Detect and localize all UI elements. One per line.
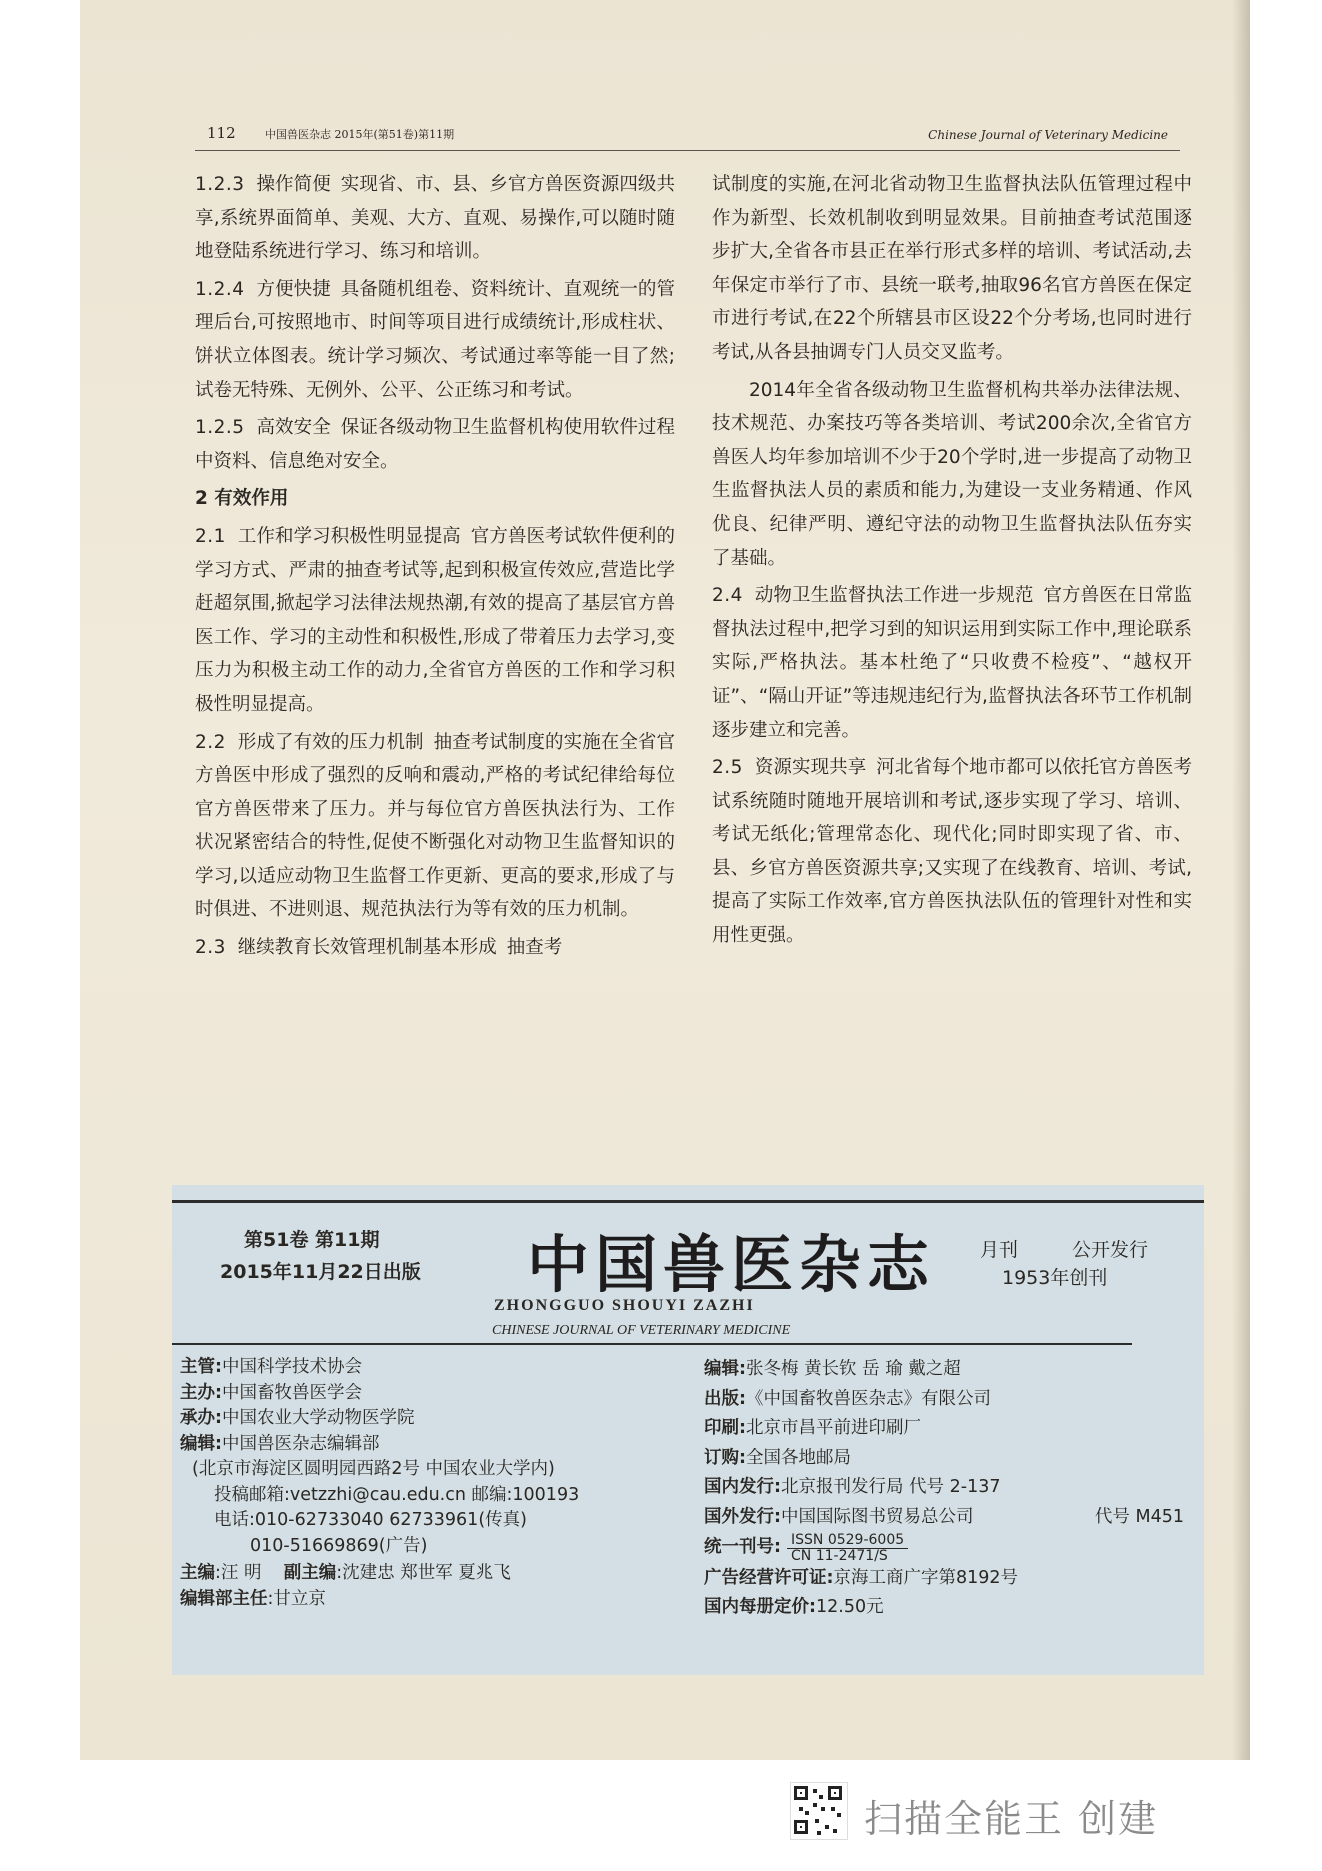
editor-office-row xyxy=(180,1432,620,1458)
issn-cn-block xyxy=(787,1533,908,1564)
editors-row xyxy=(704,1355,1194,1385)
qr-finder xyxy=(828,1786,842,1800)
label: 国内发行: xyxy=(704,1477,781,1498)
value: 京海工商广字第8192号 xyxy=(833,1567,1019,1588)
section-text: 抽查考试制度的实施在全省官方兽医中形成了强烈的反响和震动,严格的考试纪律给每位官方兽医带来了压力。并与每位官方兽医执法行为、工作状况紧密结合的特性,促使不断强化对动物卫生监督知识的学习,以适应动物卫生监督工作更新、更高的要求,形成了与时俱进、不进则退、规范执法行为等有效的压力机制。 xyxy=(195,731,675,921)
value: 中国畜牧兽医学会 xyxy=(222,1382,362,1403)
watermark-text: 扫描全能王 创建 xyxy=(864,1797,1159,1841)
value: 中国农业大学动物医学院 xyxy=(222,1408,415,1428)
right-column xyxy=(712,168,1192,957)
label: 主编 xyxy=(180,1563,215,1583)
qr-finder xyxy=(794,1820,808,1834)
section-title: 高效安全 xyxy=(256,417,331,439)
value: 12.50元 xyxy=(816,1597,884,1618)
label: 主管: xyxy=(180,1357,222,1377)
value: 中国兽医杂志编辑部 xyxy=(222,1433,380,1454)
value: 北京报刊发行局 代号 2-137 xyxy=(781,1477,1001,1498)
section-title: 工作和学习积极性明显提高 xyxy=(237,525,461,547)
section-title: 形成了有效的压力机制 xyxy=(237,731,424,753)
value: :沈建忠 郑世军 夏兆飞 xyxy=(336,1563,511,1583)
section-number: 2.4 xyxy=(712,585,743,607)
issn: ISSN 0529-6005 xyxy=(787,1533,908,1549)
section-text: 官方兽医考试软件便利的学习方式、严肃的抽查考试等,起到积极宣传效应,营造比学赶超氛围,掀起学习法律法规热潮,有效的提高了基层官方兽医工作、学习的主动性和积极性,形成了带着压力去学习,变压力为积极主动工作的动力,全省官方兽医的工作和学习积极性明显提高。 xyxy=(195,525,675,715)
label: 编辑部主任 xyxy=(180,1588,268,1609)
serial-number-row xyxy=(704,1533,1194,1564)
publisher-row xyxy=(704,1385,1194,1415)
section-number: 2.5 xyxy=(712,757,743,779)
section-text: 河北省每个地市都可以依托官方兽医考试系统随时随地开展培训和考试,逐步实现了学习、培训、考试无纸化;管理常态化、现代化;同时即实现了省、市、县、乡官方兽医资源共享;又实现了在线教育、培训、考试,提高了实际工作效率,官方兽医执法队伍的管理针对性和实用性更强。 xyxy=(712,757,1192,947)
label: 编辑: xyxy=(180,1433,222,1454)
section-2-3 xyxy=(195,931,675,965)
frequency: 月刊 xyxy=(980,1239,1019,1261)
section-title: 资源实现共享 xyxy=(754,757,867,779)
qr-module xyxy=(819,1795,823,1799)
section-text: 官方兽医在日常监督执法过程中,把学习到的知识运用到实际工作中,理论联系实际,严格执法。基本杜绝了“只收费不检疫”、“越权开证”、“隔山开证”等违规违纪行为,监督执法各环节工作机制逐步建立和完善。 xyxy=(712,585,1192,741)
section-number: 1.2.5 xyxy=(195,417,245,439)
qr-finder xyxy=(794,1786,808,1800)
foreign-distribution-row xyxy=(704,1503,1194,1533)
journal-logo: 中国兽医杂志 xyxy=(527,1228,936,1301)
page-number: 112 xyxy=(207,124,236,142)
section-2-2 xyxy=(195,726,675,928)
journal-masthead xyxy=(172,1185,1204,1675)
value: 中国国际图书贸易总公司 xyxy=(781,1506,974,1527)
ad-license-row xyxy=(704,1564,1194,1594)
publication-date: 2015年11月22日出版 xyxy=(220,1261,421,1283)
phone-row: 电话:010-62733040 62733961(传真) xyxy=(214,1510,527,1530)
section-number: 1.2.4 xyxy=(195,278,245,300)
label: 副主编 xyxy=(283,1563,337,1583)
journal-issue: 中国兽医杂志 2015年(第51卷)第11期 xyxy=(265,128,455,141)
section-title: 方便快捷 xyxy=(256,278,331,300)
qr-module xyxy=(813,1789,817,1793)
domestic-distribution-row xyxy=(704,1473,1194,1503)
section-1-2-5 xyxy=(195,411,675,478)
cn-number: CN 11-2471/S xyxy=(791,1547,888,1564)
masthead-top-rule xyxy=(172,1200,1204,1203)
office-director-row xyxy=(180,1587,620,1613)
label: 国内每册定价: xyxy=(704,1597,816,1618)
label: 印刷: xyxy=(704,1418,746,1439)
label: 订购: xyxy=(704,1447,746,1468)
section-number: 1.2.3 xyxy=(195,174,245,195)
section-text: 抽查考 xyxy=(506,937,563,959)
section-number: 2.3 xyxy=(195,937,226,959)
organizer-row xyxy=(180,1406,620,1432)
supervisor-row xyxy=(180,1355,620,1381)
qr-module xyxy=(817,1831,821,1835)
email-row: 投稿邮箱:vetzzhi@cau.edu.cn 邮编:100193 xyxy=(214,1484,580,1505)
chief-editor-row xyxy=(180,1561,620,1587)
section-title: 操作简便 xyxy=(256,174,331,195)
page-edge-shadow xyxy=(1232,0,1250,1760)
journal-english-title: Chinese Journal of Veterinary Medicine xyxy=(928,128,1168,142)
label: 国外发行: xyxy=(704,1506,781,1527)
ad-phone-row: 010-51669869(广告) xyxy=(250,1535,428,1556)
qr-module xyxy=(831,1807,835,1811)
price-row xyxy=(704,1593,1194,1623)
label: 主办: xyxy=(180,1382,222,1403)
section-text: 保证各级动物卫生监督机构使用软件过程中资料、信息绝对安全。 xyxy=(195,417,675,472)
section-number: 2.1 xyxy=(195,525,226,547)
journal-pinyin: ZHONGGUO SHOUYI ZAZHI xyxy=(494,1297,755,1314)
section-title: 继续教育长效管理机制基本形成 xyxy=(237,937,497,959)
value: :甘立京 xyxy=(267,1588,326,1609)
section-number: 2.2 xyxy=(195,731,226,753)
masthead-left-info xyxy=(180,1355,620,1612)
value: 《中国畜牧兽医杂志》有限公司 xyxy=(746,1388,991,1409)
masthead-right-info xyxy=(704,1355,1194,1623)
value: 北京市昌平前进印刷厂 xyxy=(746,1418,921,1439)
section-heading-2: 2 有效作用 xyxy=(195,488,289,510)
volume-issue: 第51卷 第11期 xyxy=(244,1229,380,1251)
address-row: (北京市海淀区圆明园西路2号 中国农业大学内) xyxy=(192,1459,555,1479)
section-1-2-3 xyxy=(195,168,675,269)
qr-module xyxy=(815,1819,819,1823)
value: 中国科学技术协会 xyxy=(222,1357,362,1377)
section-2-4 xyxy=(712,579,1192,747)
scanner-watermark xyxy=(790,1782,1210,1842)
label: 出版: xyxy=(704,1388,746,1409)
qr-module xyxy=(805,1811,809,1815)
section-text: 具备随机组卷、资料统计、直观统一的管理后台,可按照地市、时间等项目进行成绩统计,形成柱状、饼状立体图表。统计学习频次、考试通过率等能一目了然;试卷无特殊、无例外、公平、公正练习和考试。 xyxy=(195,278,675,401)
journal-english-name: CHINESE JOURNAL OF VETERINARY MEDICINE xyxy=(492,1323,791,1338)
label: 统一刊号: xyxy=(704,1536,781,1557)
label: 承办: xyxy=(180,1408,222,1428)
qr-code-icon xyxy=(790,1782,848,1840)
qr-module xyxy=(821,1807,825,1811)
sponsor-row xyxy=(180,1381,620,1407)
qr-module xyxy=(813,1803,817,1807)
paragraph-continuation: 试制度的实施,在河北省动物卫生监督执法队伍管理过程中作为新型、长效机制收到明显效果。目前抽查考试范围逐步扩大,全省各市县正在举行形式多样的培训、考试活动,去年保定市举行了市、县统一联考,抽取96名官方兽医在保定市进行考试,在22个所辖县市区设22个分考场,也同时进行考试,从各县抽调专门人员交叉监考。 xyxy=(712,174,1192,363)
qr-module xyxy=(799,1807,803,1811)
running-head xyxy=(195,120,1180,151)
foreign-code: 代号 M451 xyxy=(1094,1506,1184,1527)
distribution: 公开发行 xyxy=(1072,1239,1149,1261)
label: 广告经营许可证: xyxy=(704,1567,834,1588)
section-2-5 xyxy=(712,751,1192,953)
printer-row xyxy=(704,1414,1194,1444)
qr-module xyxy=(833,1829,837,1833)
order-row xyxy=(704,1444,1194,1474)
masthead-divider xyxy=(172,1343,1132,1345)
section-text: 实现省、市、县、乡官方兽医资源四级共享,系统界面简单、美观、大方、直观、易操作,可以随时随地登陆系统进行学习、练习和培训。 xyxy=(195,174,675,263)
section-2-1 xyxy=(195,520,675,722)
value: 全国各地邮局 xyxy=(746,1447,851,1468)
value: :汪 明 xyxy=(215,1563,262,1583)
section-title: 动物卫生监督执法工作进一步规范 xyxy=(754,585,1034,607)
section-1-2-4 xyxy=(195,273,675,407)
founded-year: 1953年创刊 xyxy=(1002,1267,1108,1289)
qr-module xyxy=(825,1825,829,1829)
left-column xyxy=(195,168,675,969)
label: 编辑: xyxy=(704,1359,746,1379)
qr-module xyxy=(837,1813,841,1817)
value: 张冬梅 黄长钦 岳 瑜 戴之超 xyxy=(746,1359,961,1379)
paragraph-2014-training: 2014年全省各级动物卫生监督机构共举办法律法规、技术规范、办案技巧等各类培训、考试200余次,全省官方兽医人均年参加培训不少于20个学时,进一步提高了动物卫生监督执法人员的素质和能力,为建设一支业务精通、作风优良、纪律严明、遵纪守法的动物卫生监督执法队伍夯实了基础。 xyxy=(712,379,1192,569)
